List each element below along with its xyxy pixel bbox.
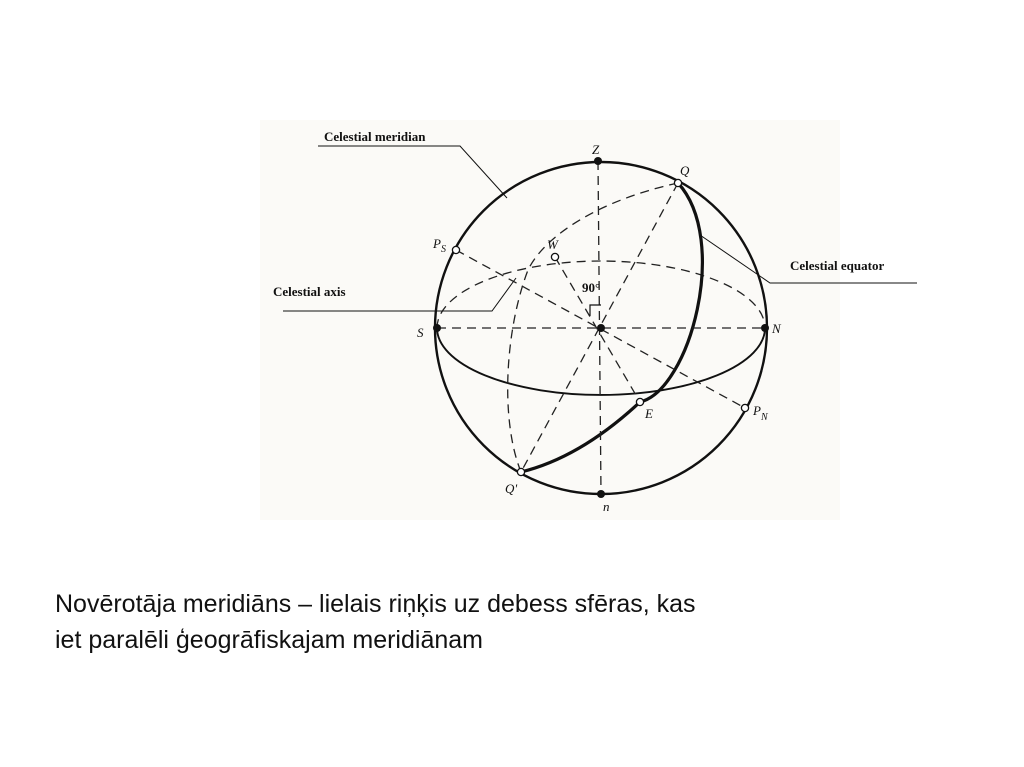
label-pn-sub: N: [760, 412, 768, 423]
q-prime-point: [517, 468, 524, 475]
label-q-prime: Q': [505, 481, 518, 496]
w-point: [551, 253, 558, 260]
label-n-north: N: [772, 321, 781, 336]
slide-caption: [55, 586, 955, 658]
north-point: [761, 324, 769, 332]
pn-point: [741, 404, 748, 411]
angle-label: 90°: [582, 280, 601, 295]
caption-line-1: Novērotāja meridiāns – lielais riņķis uz debess sfēras, kas: [55, 590, 696, 618]
label-z: Z: [592, 142, 600, 157]
celestial-axis-label: Celestial axis: [273, 284, 346, 299]
label-q: Q: [680, 163, 690, 178]
label-w: W: [547, 237, 558, 252]
center-point: [597, 324, 605, 332]
celestial-meridian-label: Celestial meridian: [324, 129, 426, 144]
label-pn-base: P: [753, 403, 761, 418]
label-n-nadir: n: [603, 499, 610, 514]
label-e: E: [645, 406, 653, 421]
label-s: S: [417, 325, 424, 340]
nadir-point: [597, 490, 605, 498]
scan-background: [260, 120, 840, 520]
zenith-point: [594, 157, 602, 165]
label-ps-base: P: [433, 236, 441, 251]
e-point: [636, 398, 643, 405]
q-point: [674, 179, 681, 186]
ps-point: [452, 246, 459, 253]
celestial-equator-label: Celestial equator: [790, 258, 885, 273]
south-point: [433, 324, 441, 332]
label-ps-sub: S: [440, 244, 446, 255]
caption-line-2: iet paralēli ģeogrāfiskajam meridiānam: [55, 626, 483, 654]
